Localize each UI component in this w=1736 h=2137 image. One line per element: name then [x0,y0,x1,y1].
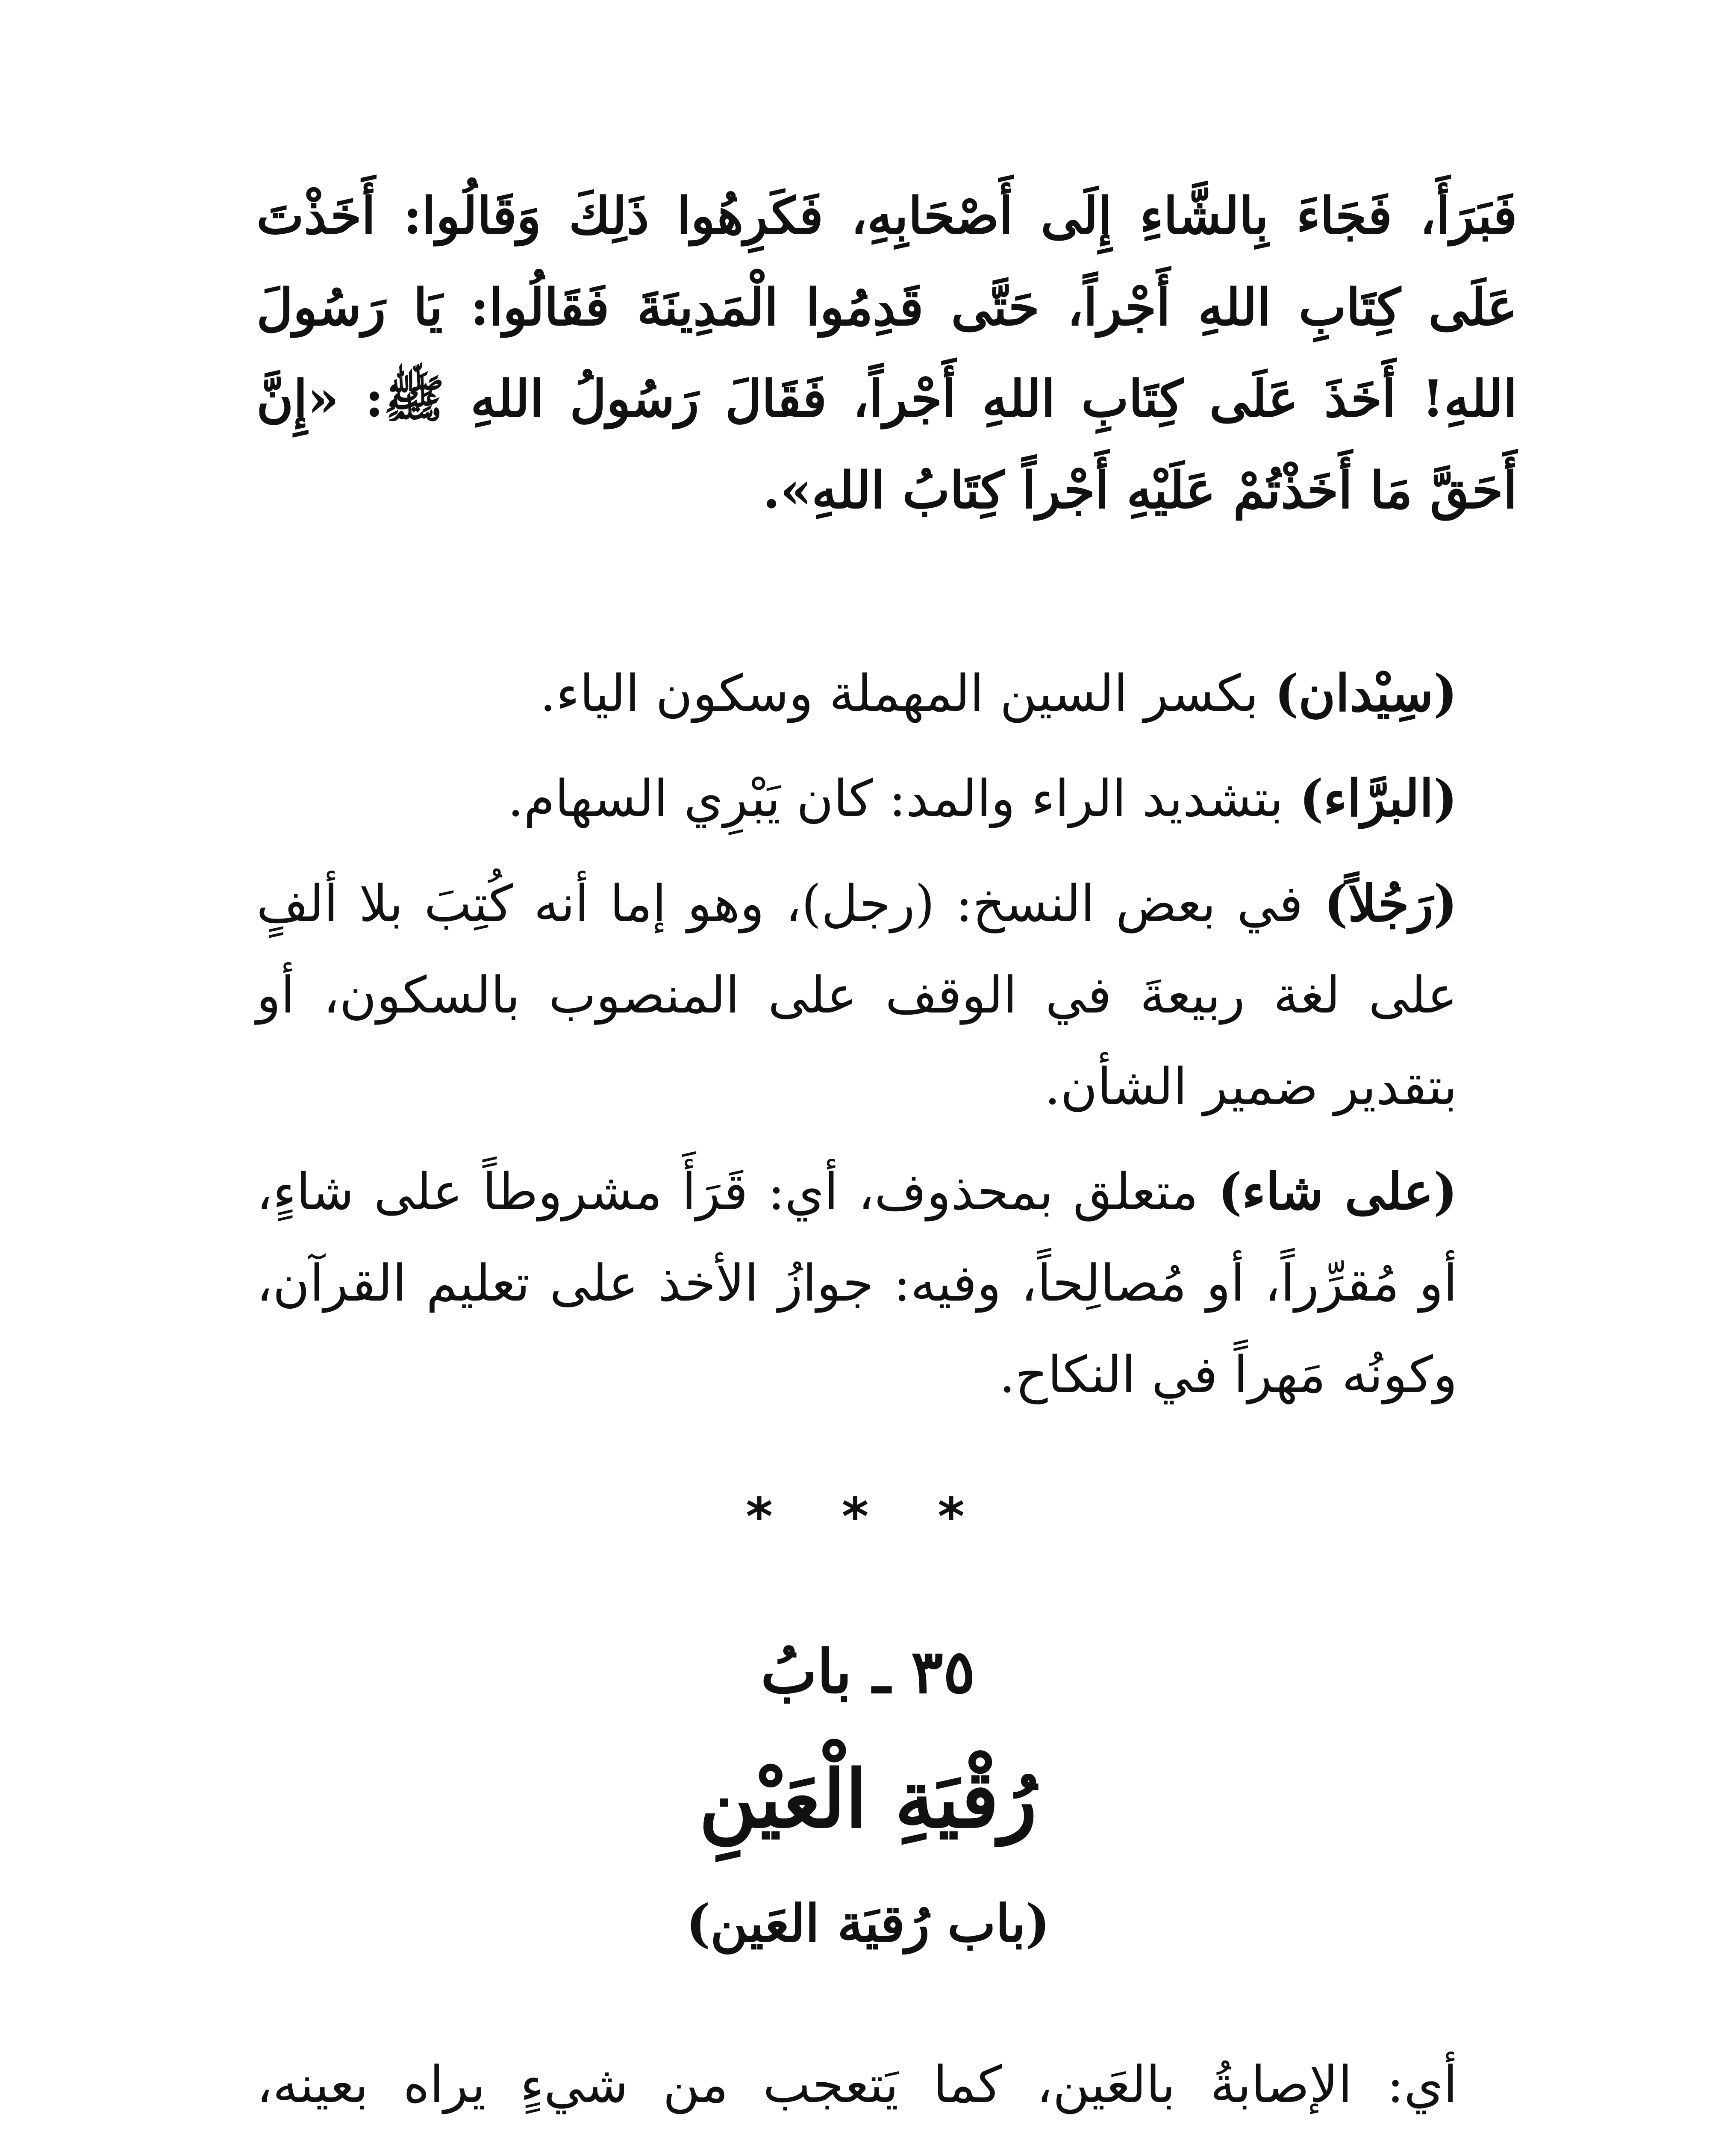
hadith-line: فَبَرَأَ، فَجَاءَ بِالشَّاءِ إِلَى أَصْحَابِهِ، فَكَرِهُوا ذَلِكَ وَقَالُوا: أَخَذْتَ عَلَى [256,186,1517,337]
note-text: بكسر السين المهملة وسكون الياء. [540,664,1275,723]
chapter-intro [256,2039,1517,2137]
note-paragraph [256,753,1517,844]
hadith-line: كِتَابِ اللهِ أَجْراً، فَقَالَ رَسُولُ اللهِ ﷺ: «إِنَّ أَحَقَّ مَا أَخَذْتُمْ عَلَيْهِ أَجْراً [256,369,1517,520]
note-paragraph [256,858,1517,1132]
chapter-number: ٣٥ ـ بابُ [760,1637,976,1707]
note-paragraph [256,648,1517,739]
hadith-line: كِتَابِ اللهِ أَجْراً، حَتَّى قَدِمُوا الْمَدِينَةَ فَقَالُوا: يَا رَسُولَ اللهِ! أَخَذَ عَلَى [256,277,1517,428]
note-paragraph [256,1146,1517,1420]
hadith-line: كِتَابُ اللهِ». [762,460,1005,520]
chapter-title: رُقْيَةِ الْعَيْنِ [699,1752,1037,1846]
section-separator: * * * [746,1487,990,1547]
note-term: (سِيْدان) [1274,663,1457,723]
chapter-subheading: (باب رُقيَة العَين) [686,1893,1050,1954]
note-text: متعلق بمحذوف، أي: قَرَأَ مشروطاً على شاءٍ، أو مُقرِّراً، أو مُصالِحاً، وفيه: جوازُ الأخذ على تعليم القرآن، وكونُه مَهراً في النكاح. [256,1162,1457,1404]
note-term: (رَجُلاً) [1324,874,1457,933]
intro-paragraph: أي: الإصابةُ بالعَين، كما يَتعجب من شيءٍ يراه بعينه، [256,2055,1457,2114]
commentary-notes [256,648,1517,1434]
note-text: في بعض النسخ: (رجل)، وهو إما أنه كُتِبَ بلا ألفٍ على لغة ربيعةَ في الوقف على المنصوب بالسكون، أو بتقدير ضمير الشأن. [256,874,1457,1116]
hadith-passage [256,170,1517,536]
note-term: (على شاء) [1218,1162,1457,1221]
note-text: بتشديد الراء والمد: كان يَبْرِي السهام. [507,769,1300,828]
note-term: (البرَّاء) [1299,768,1457,828]
